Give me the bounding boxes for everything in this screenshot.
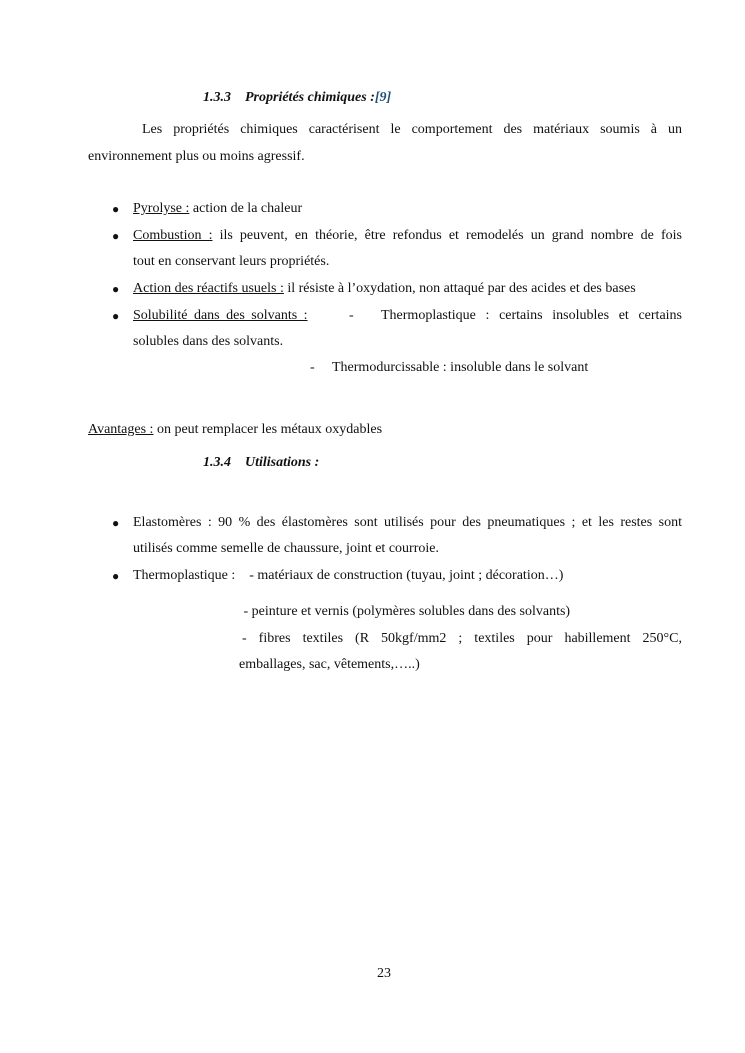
advantages-label: Avantages : bbox=[88, 422, 154, 437]
property-label: Combustion : bbox=[133, 228, 213, 243]
list-item-solubilite-cont: solubles dans des solvants. bbox=[133, 334, 284, 349]
property-label: Pyrolyse : bbox=[133, 201, 190, 216]
list-item-pyrolyse bbox=[133, 200, 302, 218]
list-item-solubilite-label bbox=[133, 307, 308, 325]
bullet-icon: ● bbox=[112, 282, 120, 296]
citation-ref: [9] bbox=[374, 90, 392, 105]
intro-line-1: Les propriétés chimiques caractérisent le comportement des matériaux soumis à un bbox=[142, 122, 682, 137]
bullet-icon: ● bbox=[112, 309, 120, 323]
list-item-reactifs bbox=[133, 280, 636, 298]
bullet-icon: ● bbox=[112, 516, 120, 530]
list-item-combustion bbox=[133, 227, 682, 245]
bullet-icon: ● bbox=[112, 229, 120, 243]
list-item-thermodur: Thermodurcissable : insoluble dans le solvant bbox=[332, 360, 589, 375]
list-item-elastomeres: Elastomères : 90 % des élastomères sont utilisés pour des pneumatiques ; et les restes sont bbox=[133, 515, 682, 530]
section-heading-133 bbox=[203, 89, 391, 107]
advantages-line bbox=[88, 421, 382, 439]
property-text: action de la chaleur bbox=[189, 201, 303, 216]
section-heading-134 bbox=[203, 454, 319, 472]
thermo-line-1: - peinture et vernis (polymères solubles dans des solvants) bbox=[240, 604, 571, 619]
property-label: Solubilité dans des solvants : bbox=[133, 308, 308, 323]
property-label: Action des réactifs usuels : bbox=[133, 281, 284, 296]
dash-marker: - bbox=[310, 360, 315, 375]
section-title: Propriétés chimiques : bbox=[245, 90, 375, 105]
section-number: 1.3.3 bbox=[203, 90, 231, 105]
intro-line-2: environnement plus ou moins agressif. bbox=[88, 149, 305, 164]
thermo-line-2: - fibres textiles (R 50kgf/mm2 ; textiles pour habillement 250°C, bbox=[242, 631, 682, 646]
advantages-text: on peut remplacer les métaux oxydables bbox=[153, 422, 383, 437]
property-text: il résiste à l’oxydation, non attaqué par des acides et des bases bbox=[283, 281, 636, 296]
list-item-combustion-cont: tout en conservant leurs propriétés. bbox=[133, 254, 330, 269]
dash-marker: - bbox=[349, 308, 354, 323]
list-item-thermoplastique: Thermoplastique : - matériaux de construction (tuyau, joint ; décoration…) bbox=[133, 568, 564, 583]
property-text: ils peuvent, en théorie, être refondus et remodelés un grand nombre de fois bbox=[212, 228, 682, 243]
section-number: 1.3.4 bbox=[203, 455, 231, 470]
list-item-solubilite-text: Thermoplastique : certains insolubles et certains bbox=[381, 308, 682, 323]
page-number: 23 bbox=[377, 966, 391, 981]
section-title: Utilisations : bbox=[245, 455, 320, 470]
bullet-icon: ● bbox=[112, 569, 120, 583]
thermo-line-3: emballages, sac, vêtements,…..) bbox=[239, 657, 420, 672]
bullet-icon: ● bbox=[112, 202, 120, 216]
list-item-elastomeres-cont: utilisés comme semelle de chaussure, joint et courroie. bbox=[133, 541, 439, 556]
